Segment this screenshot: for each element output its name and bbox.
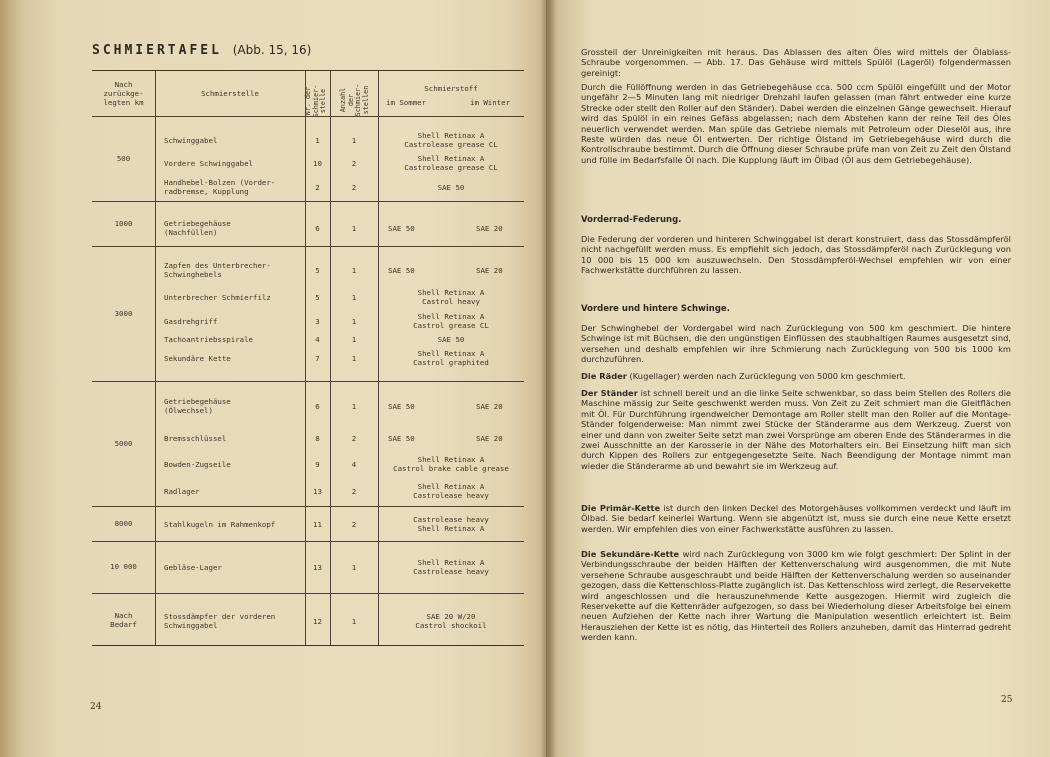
km-interval: 10 000 <box>110 562 137 571</box>
schmierstoff-sommer-cell: SAE 50 <box>388 433 415 443</box>
schmierstoff-cell: Shell Retinax A Castrolease heavy <box>413 558 489 576</box>
heading-vorderrad-federung: Vorderrad-Federung. <box>581 215 682 225</box>
schmierstelle-cell: Gasdrehgriff <box>164 316 218 326</box>
schmierstoff-cell: Shell Retinax A Castrol heavy <box>417 288 485 306</box>
schmierstelle-nr-cell: 9 <box>315 459 320 469</box>
schmierstellen-anzahl-cell: 1 <box>351 334 357 344</box>
schmierstoff-winter-cell: SAE 20 <box>476 265 503 275</box>
header-sommer: im Sommer <box>386 98 427 107</box>
km-interval: 1000 <box>114 218 133 228</box>
page-number-right: 25 <box>1001 695 1013 705</box>
schmierstellen-anzahl-cell: 1 <box>351 616 357 626</box>
schmierstelle-cell: Schwinggabel <box>164 135 218 145</box>
schmierstoff-sommer-cell: SAE 50 <box>388 223 415 233</box>
schmierstoff-cell: Shell Retinax A Castrol brake cable grease <box>393 455 509 473</box>
header-schmierstoff: Schmierstoff <box>424 84 478 93</box>
km-interval: 8000 <box>114 518 133 528</box>
schmierstoff-cell: Shell Retinax A Castrol graphited <box>413 349 489 367</box>
schmierstellen-anzahl-cell: 2 <box>351 182 357 192</box>
schmierstellen-anzahl-cell: 2 <box>351 158 357 168</box>
schmierstelle-cell: Tachoantriebsspirale <box>164 334 253 344</box>
schmierstellen-anzahl-cell: 1 <box>351 562 357 572</box>
schmierstellen-anzahl-cell: 2 <box>351 486 357 496</box>
schmierstoff-cell: SAE 20 W/20 Castrol shockoil <box>415 612 487 630</box>
schmierstelle-nr-cell: 13 <box>313 562 322 572</box>
paragraph-raeder: Die Räder (Kugellager) werden nach Zurücklegung von 5000 km geschmiert. <box>581 371 906 381</box>
schmierstelle-cell: Bremsschlüssel <box>164 433 227 443</box>
schmierstelle-nr-cell: 1 <box>315 135 320 145</box>
schmierstoff-winter-cell: SAE 20 <box>476 401 503 411</box>
paragraph-oelablass: Grossteil der Unreinigkeiten mit heraus. Das Ablassen des alten Öles wird mittels der Ölablass-Schraube vorgenommen. — Abb. 17. Das Gehäuse wird mittels Spülöl (Lageröl) folgendermassen gereinigt: <box>581 47 1011 78</box>
lubrication-table <box>92 70 524 646</box>
schmierstelle-cell: Gebläse-Lager <box>164 562 222 572</box>
header-winter: im Winter <box>470 98 511 107</box>
schmierstelle-nr-cell: 5 <box>315 265 320 275</box>
header-anzahl: Anzahl der Schmier- stellen <box>339 83 370 117</box>
schmierstellen-anzahl-cell: 1 <box>351 135 357 145</box>
schmierstelle-cell: Sekundäre Kette <box>164 353 231 363</box>
schmierstelle-cell: Stossdämpfer der vorderen Schwinggabel <box>164 612 276 630</box>
schmierstelle-nr-cell: 6 <box>315 223 320 233</box>
schmierstelle-cell: Getriebegehäuse (Nachfüllen) <box>164 219 231 237</box>
header-schmierstelle: Schmierstelle <box>201 89 259 98</box>
heading-schwinge: Vordere und hintere Schwinge. <box>581 304 730 314</box>
header-km: Nach zurückge- legten km <box>103 80 144 107</box>
schmierstoff-sommer-cell: SAE 50 <box>388 401 415 411</box>
schmierstelle-nr-cell: 7 <box>315 353 320 363</box>
schmierstelle-nr-cell: 5 <box>315 292 320 302</box>
schmierstoff-winter-cell: SAE 20 <box>476 433 503 443</box>
schmierstelle-cell: Stahlkugeln im Rahmenkopf <box>164 519 276 529</box>
schmierstoff-cell: Shell Retinax A Castrol grease CL <box>413 312 489 330</box>
schmierstelle-nr-cell: 10 <box>313 158 322 168</box>
schmierstoff-cell: SAE 50 <box>437 182 465 192</box>
schmierstoff-cell: Shell Retinax A Castrolease heavy <box>413 482 489 500</box>
schmierstelle-nr-cell: 11 <box>313 519 322 529</box>
paragraph-primaer-kette: Die Primär-Kette ist durch den linken Deckel des Motorgehäuses vollkommen verdeckt und läuft im Ölbad. Sie bedarf keinerlei Wartung. Wenn sie abgenützt ist, muss sie durch eine neue Kette ersetzt werden. Wir empfehlen dies von einer Fachwerkstätte ausführen zu lassen. <box>581 503 1011 534</box>
schmierstelle-nr-cell: 12 <box>313 616 322 626</box>
schmierstelle-cell: Handhebel-Bolzen (Vorder- radbremse, Kupplung <box>164 178 276 196</box>
header-nr: Nr. der Schmier- stelle <box>304 84 327 118</box>
paragraph-spuelen: Durch die Füllöffnung werden in das Getriebegehäuse cca. 500 ccm Spülöl eingefüllt und der Motor ungefähr 2—5 Minuten lang mit niedriger Drehzahl laufen gelassen (man fährt entweder eine kurze Strecke oder stellt den Roller auf den Ständer). Dabei werden die einzelnen Gänge gewechselt. Hierauf wird das Spülöl in ein reines Gefäss abgelassen; nach dem Abstehen kann der reine Teil des Öles neuerlich verwendet werden. Man spüle das Getriebe niemals mit Petroleum oder Dieselöl aus, ihre Reste würden das neue Öl entwerten. Der richtige Ölstand im Getriebegehäuse wird durch die Kontrollschraube bestimmt. Durch die Öffnung dieser Schraube prüfe man von Zeit zu Zeit den Ölstand und fülle im Bedarfsfalle Öl nach. Die Kupplung läuft im Ölbad (Öl aus dem Getriebegehäuse). <box>581 82 1012 165</box>
km-interval: Nach Bedarf <box>110 611 137 629</box>
book-spine <box>540 0 556 757</box>
table-title-figure-ref: (Abb. 15, 16) <box>232 43 312 57</box>
paragraph-sekundaere-kette: Die Sekundäre-Kette wird nach Zurücklegung von 3000 km wie folgt geschmiert: Der Splint in der Verbindungsschraube der beiden Hälften der Kettenverschalung wird ausgenommen, die mit Nute versehene Schraube ausgeschraubt und beide Hälften der Kettenverschalung werden so auseinander gezogen, dass die Kettenschloss-Platte zugänglich ist. Das Kettenschloss wird zerlegt, die Reservekette wird angeschlossen und die herauszunehmende Kette ausgezogen. Hiermit wird zugleich die Reservekette auf die Kettenräder aufgezogen, so dass bei Wiederholung dieser Arbeitsfolge bei einem neuen Aufziehen der Kette nach ihrer Wartung die Manipulation wesentlich erleichtert ist. Beim Herausziehen der Kette ist es nötig, das Hinterteil des Rollers anzuheben, damit das Hinterrad gedreht werden kann. <box>581 549 1011 643</box>
km-interval: 5000 <box>114 438 133 448</box>
km-interval: 500 <box>116 153 131 163</box>
schmierstoff-cell: Shell Retinax A Castrolease grease CL <box>404 131 498 149</box>
schmierstelle-nr-cell: 4 <box>315 334 320 344</box>
schmierstellen-anzahl-cell: 1 <box>351 223 357 233</box>
schmierstelle-cell: Bowden-Zugseile <box>164 459 231 469</box>
schmierstelle-nr-cell: 8 <box>315 433 320 443</box>
paragraph-schwinge: Der Schwinghebel der Vordergabel wird nach Zurücklegung von 500 km geschmiert. Die hintere Schwinge ist mit Büchsen, die den ungünstigen Einflüssen des staubhaltigen Raumes ausgesetzt sind, versehen und deshalb empfehlen wir ihre Schmierung nach Zurücklegung von 500 bis 1000 km durchzuführen. <box>581 323 1011 365</box>
schmierstellen-anzahl-cell: 1 <box>351 353 357 363</box>
table-title-text: SCHMIERTAFEL <box>92 43 222 58</box>
schmierstelle-cell: Radlager <box>164 486 200 496</box>
schmierstelle-cell: Getriebegehäuse (Ölwechsel) <box>164 397 231 415</box>
schmierstellen-anzahl-cell: 2 <box>351 519 357 529</box>
schmierstellen-anzahl-cell: 2 <box>351 433 357 443</box>
paragraph-federung: Die Federung der vorderen und hinteren Schwinggabel ist derart konstruiert, dass das Stossdämpferöl nicht nachgefüllt werden muss. Es empfiehlt sich jedoch, das Stossdämpferöl nach Zurücklegung von 10 000 bis 15 000 km auszuwechseln. Den Stossdämpferöl-Wechsel empfehlen wir von einer Fachwerkstätte durchführen zu lassen. <box>581 234 1011 276</box>
schmierstelle-cell: Vordere Schwinggabel <box>164 158 253 168</box>
schmierstoff-sommer-cell: SAE 50 <box>388 265 415 275</box>
schmierstoff-cell: SAE 50 <box>437 334 465 344</box>
schmierstoff-winter-cell: SAE 20 <box>476 223 503 233</box>
schmierstelle-nr-cell: 2 <box>315 182 320 192</box>
schmierstelle-nr-cell: 6 <box>315 401 320 411</box>
schmierstelle-cell: Zapfen des Unterbrecher- Schwinghebels <box>164 261 271 279</box>
page-number-left: 24 <box>90 702 102 712</box>
schmierstellen-anzahl-cell: 1 <box>351 401 357 411</box>
schmierstellen-anzahl-cell: 1 <box>351 316 357 326</box>
schmierstellen-anzahl-cell: 4 <box>351 459 357 469</box>
schmierstoff-cell: Shell Retinax A Castrolease grease CL <box>404 154 498 172</box>
schmierstellen-anzahl-cell: 1 <box>351 265 357 275</box>
schmierstelle-nr-cell: 13 <box>313 486 322 496</box>
schmierstoff-cell: Castrolease heavy Shell Retinax A <box>413 515 489 533</box>
schmierstellen-anzahl-cell: 1 <box>351 292 357 302</box>
table-title <box>92 43 311 58</box>
schmierstelle-cell: Unterbrecher Schmierfilz <box>164 292 271 302</box>
km-interval: 3000 <box>114 308 133 318</box>
paragraph-staender: Der Ständer ist schnell bereit und an die linke Seite schwenkbar, so dass beim Stellen des Rollers die Maschine mässig zur Seite geschwenkt werden muss. Von Zeit zu Zeit schmiert man die Gleitflächen mit Öl. Für Durchführung irgendwelcher Demontage am Roller stellt man den Roller auf die Montage-Ständer folgenderweise: Man nimmt zwei Stücke der Ständerarme aus dem Werkzeug. Zuerst von einer und dann von zweiter Seite setzt man zwei Vorsprünge am oberen Ende des Ständerarmes in die zwei Ausschnitte an der Karosserie in der Nähe des Motorhalters ein. Bei Einsetzung hilft man sich durch Kippen des Rollers zur entgegengesetzte Seite. Nach Beendigung der Montage nimmt man wieder die Ständerarme ab und bewahrt sie im Werkzeug auf. <box>581 388 1011 471</box>
schmierstelle-nr-cell: 3 <box>315 316 320 326</box>
